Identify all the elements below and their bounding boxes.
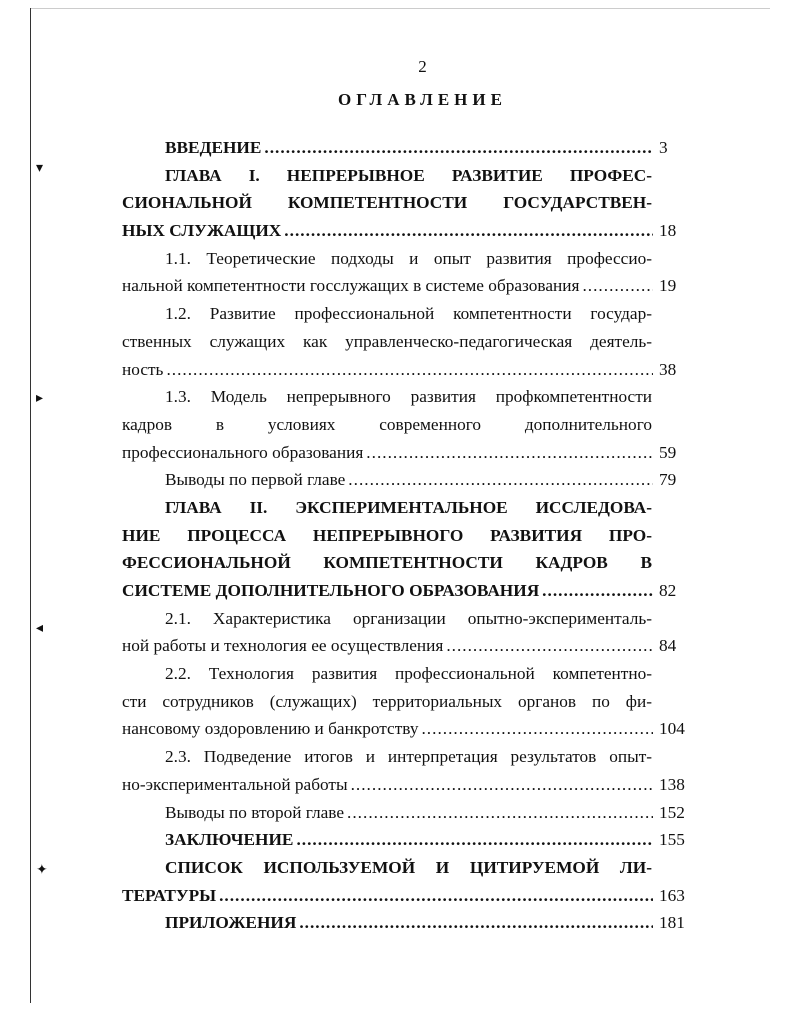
toc-entry-text: ПРИЛОЖЕНИЯ (165, 913, 297, 933)
toc-entry-text: Выводы по второй главе (165, 802, 345, 822)
toc-entry-text: ТЕРАТУРЫ (122, 885, 217, 905)
toc-page-number: 104 (659, 719, 685, 739)
toc-entry-text: ВВЕДЕНИЕ (165, 138, 262, 157)
page-number: 2 (418, 57, 427, 76)
toc-page-number: 59 (659, 442, 677, 462)
dot-leader (443, 632, 653, 660)
toc-entry-text: СИСТЕМЕ ДОПОЛНИТЕЛЬНОГО ОБРАЗОВАНИЯ (122, 581, 540, 600)
toc-line (122, 882, 697, 910)
toc-entry-text: 2.2. Технология развития профессиональной компетентно- (165, 664, 652, 684)
toc-entry-text: СИОНАЛЬНОЙ КОМПЕТЕНТНОСТИ ГОСУДАРСТВЕН- (122, 193, 652, 213)
scan-mark-icon: ▾ (36, 161, 44, 176)
toc-line (122, 632, 697, 660)
toc-entry-text: нальной компетентности госслужащих в системе образования (122, 276, 580, 296)
toc-page-number: 163 (659, 885, 685, 905)
toc-page-number: 82 (659, 581, 677, 600)
toc-entry (122, 743, 697, 798)
toc-line (122, 272, 697, 300)
toc-entry-text: ственных служащих как управленческо-педагогическая деятель- (122, 331, 652, 351)
toc-entry-text: ность (122, 359, 164, 379)
toc-entry (122, 854, 697, 909)
toc-line (122, 522, 697, 550)
dot-leader (296, 909, 653, 937)
toc-entry-text: НЫХ СЛУЖАЩИХ (122, 221, 282, 241)
toc-line (122, 328, 697, 356)
toc-line (122, 688, 697, 716)
toc-entry (122, 466, 697, 494)
toc-entry-text: 1.2. Развитие профессиональной компетентности государ- (165, 304, 652, 324)
toc-line (122, 411, 697, 439)
toc-entry (122, 826, 697, 854)
scan-mark-icon: ◂ (36, 621, 44, 636)
toc-line (122, 854, 697, 882)
toc-entry-text: кадров в условиях современного дополнительного (122, 414, 652, 434)
toc-line (122, 134, 697, 162)
dot-leader (579, 272, 653, 300)
dot-leader (281, 217, 653, 245)
toc-line (122, 356, 697, 384)
toc-line (122, 799, 697, 827)
toc-entry (122, 245, 697, 300)
toc-entry (122, 799, 697, 827)
toc-page-number: 84 (659, 636, 677, 656)
toc-entry (122, 494, 697, 605)
toc-line (122, 826, 697, 854)
dot-leader (539, 577, 653, 605)
toc-entry-text: профессионального образования (122, 442, 364, 462)
toc-page-number: 38 (659, 359, 677, 379)
toc-entry-text: Выводы по первой главе (165, 470, 346, 490)
toc-line (122, 494, 697, 522)
scan-left-margin-line (30, 8, 31, 1003)
toc-line (122, 909, 697, 937)
toc-entry-text: ГЛАВА II. ЭКСПЕРИМЕНТАЛЬНОЕ ИССЛЕДОВА- (165, 497, 652, 517)
toc-page-number: 138 (659, 774, 685, 794)
toc-entry (122, 134, 697, 162)
toc-line (122, 715, 697, 743)
page-title: ОГЛАВЛЕНИЕ (338, 90, 507, 109)
toc-page-number: 3 (659, 138, 668, 157)
toc-line (122, 660, 697, 688)
toc-entry-text: сти сотрудников (служащих) территориальных органов по фи- (122, 691, 652, 711)
toc-line (122, 743, 697, 771)
scan-mark-icon: ▸ (36, 391, 44, 406)
toc-entry-text: СПИСОК ИСПОЛЬЗУЕМОЙ И ЦИТИРУЕМОЙ ЛИ- (165, 857, 652, 877)
toc-entry (122, 383, 697, 466)
toc-line (122, 217, 697, 245)
toc-line (122, 439, 697, 467)
dot-leader (216, 882, 653, 910)
dot-leader (418, 715, 653, 743)
toc-entry (122, 909, 697, 937)
toc-entry-text: 2.1. Характеристика организации опытно-эксперименталь- (165, 608, 652, 628)
toc-line (122, 245, 697, 273)
toc-entry-text: ФЕССИОНАЛЬНОЙ КОМПЕТЕНТНОСТИ КАДРОВ В (122, 553, 652, 573)
table-of-contents (122, 134, 697, 937)
toc-page-number: 152 (659, 802, 685, 822)
toc-entry (122, 300, 697, 383)
scan-top-edge (30, 8, 770, 9)
dot-leader (163, 356, 653, 384)
dot-leader (344, 799, 653, 827)
toc-line (122, 771, 697, 799)
toc-line (122, 383, 697, 411)
toc-entry-text: ной работы и технология ее осуществления (122, 636, 444, 656)
toc-entry-text: но-экспериментальной работы (122, 774, 348, 794)
toc-entry-text: 1.3. Модель непрерывного развития профкомпетентности (165, 387, 652, 407)
toc-page-number: 18 (659, 221, 677, 241)
toc-line (122, 300, 697, 328)
toc-entry-text: нансовому оздоровлению и банкротству (122, 719, 419, 739)
toc-entry (122, 162, 697, 245)
toc-page-number: 181 (659, 913, 685, 933)
toc-entry-text: ГЛАВА I. НЕПРЕРЫВНОЕ РАЗВИТИЕ ПРОФЕС- (165, 165, 652, 185)
toc-entry-text: 2.3. Подведение итогов и интерпретация результатов опыт- (165, 747, 652, 767)
toc-page-number: 155 (659, 830, 685, 850)
toc-entry-text: ЗАКЛЮЧЕНИЕ (165, 830, 294, 850)
toc-entry (122, 660, 697, 743)
toc-page-number: 19 (659, 276, 677, 296)
toc-entry-text: НИЕ ПРОЦЕССА НЕПРЕРЫВНОГО РАЗВИТИЯ ПРО- (122, 525, 652, 545)
dot-leader (293, 826, 653, 854)
dot-leader (348, 771, 653, 799)
toc-line (122, 189, 697, 217)
toc-line (122, 605, 697, 633)
toc-entry (122, 605, 697, 660)
toc-line (122, 162, 697, 190)
dot-leader (261, 134, 653, 162)
toc-line (122, 549, 697, 577)
dot-leader (363, 439, 653, 467)
toc-line (122, 466, 697, 494)
scan-mark-icon: ✦ (36, 863, 48, 878)
dot-leader (345, 466, 653, 494)
toc-line (122, 577, 697, 605)
toc-page-number: 79 (659, 470, 677, 490)
toc-entry-text: 1.1. Теоретические подходы и опыт развития профессио- (165, 248, 652, 268)
